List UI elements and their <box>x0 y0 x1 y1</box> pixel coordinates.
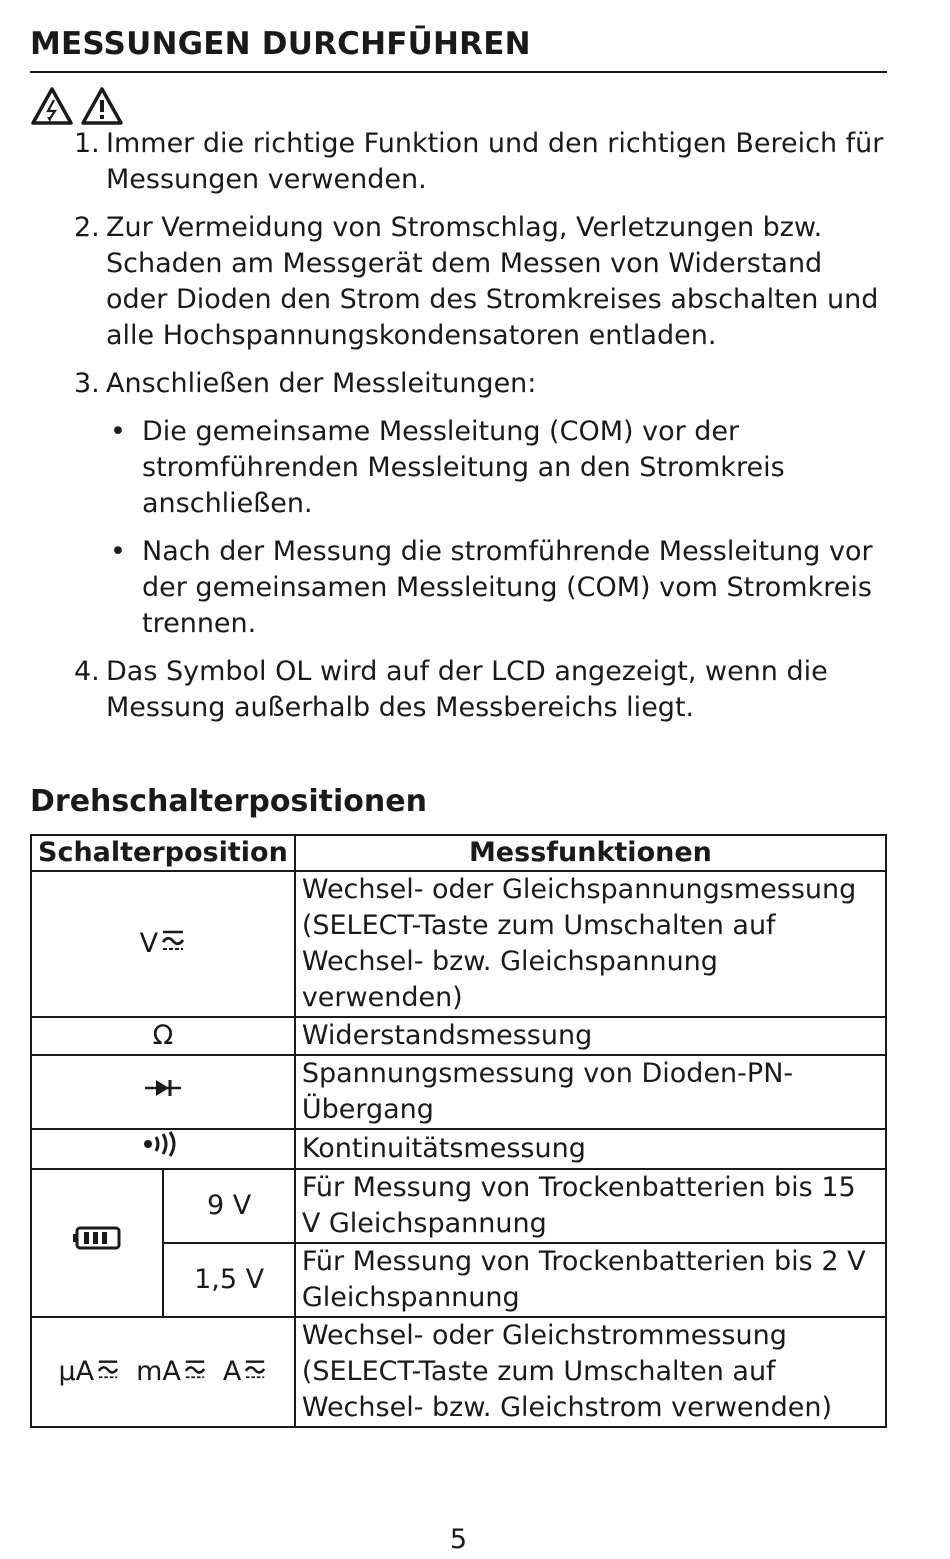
table-row <box>31 1017 886 1055</box>
ohm-symbol: Ω <box>31 1017 295 1055</box>
function-cell: Widerstandsmessung <box>295 1017 886 1055</box>
table-row <box>31 871 886 1017</box>
ac-dc-icon <box>160 926 186 962</box>
switch-symbol: V <box>31 871 295 1017</box>
table-row <box>31 1129 886 1169</box>
table-row <box>31 1317 886 1427</box>
table-row <box>31 1055 886 1129</box>
function-cell: Spannungsmessung von Dioden-PN-Übergang <box>295 1055 886 1129</box>
switch-symbol <box>31 1055 295 1129</box>
ac-dc-icon <box>183 1354 207 1390</box>
switch-symbol: μA mA A <box>31 1317 295 1427</box>
diode-icon <box>143 1076 183 1107</box>
table-row <box>31 1169 886 1243</box>
list-item: 3. Anschließen der Messleitungen: <box>74 368 537 399</box>
function-cell: Für Messung von Trockenbatterien bis 15 V Gleichspannung <box>295 1169 886 1243</box>
function-cell: Wechsel- oder Gleichstrommessung (SELECT-Taste zum Umschalten auf Wechsel- bzw. Gleichstrom verwenden) <box>295 1317 886 1427</box>
section-title: Drehschalterpositionen <box>30 784 427 819</box>
caution-icon <box>80 86 124 126</box>
table-header-row <box>31 835 886 871</box>
page-number: 5 <box>449 1524 468 1555</box>
instruction-list <box>30 126 887 738</box>
range-cell: 9 V <box>163 1169 294 1243</box>
continuity-icon <box>142 1134 184 1165</box>
column-header: Messfunktionen <box>295 835 886 871</box>
ac-dc-icon <box>96 1354 120 1390</box>
switch-symbol <box>31 1129 295 1169</box>
bullet-icon: • <box>110 416 126 447</box>
list-item: 1. Immer die richtige Funktion und den richtigen Bereich für Messungen verwenden. <box>74 128 884 195</box>
switch-symbol <box>31 1169 163 1317</box>
warning-icons <box>30 86 124 126</box>
heading-rule <box>30 71 887 73</box>
list-item: 4. Das Symbol OL wird auf der LCD angezeigt, wenn die Messung außerhalb des Messbereichs liegt. <box>74 656 828 723</box>
function-cell: Kontinuitätsmessung <box>295 1129 886 1169</box>
column-header: Schalterposition <box>31 835 295 871</box>
list-item: 2. Zur Vermeidung von Stromschlag, Verletzungen bzw. Schaden am Messgerät dem Messen von Widerstand oder Dioden den Strom des Stromkreises abschalten und alle Hochspannungskondensatoren entladen. <box>74 212 879 351</box>
bullet-item: • Nach der Messung die stromführende Messleitung vor der gemeinsamen Messleitung (COM) vom Stromkreis trennen. <box>110 536 873 639</box>
range-cell: 1,5 V <box>163 1243 294 1317</box>
switch-position-table <box>30 834 887 1428</box>
function-cell: Für Messung von Trockenbatterien bis 2 V Gleichspannung <box>295 1243 886 1317</box>
page-heading: MESSUNGEN DURCHFŪHREN <box>30 26 531 62</box>
bullet-item: • Die gemeinsame Messleitung (COM) vor der stromführenden Messleitung an den Stromkreis anschließen. <box>110 416 785 519</box>
bullet-icon: • <box>110 536 126 567</box>
battery-icon <box>72 1227 122 1258</box>
function-cell: Wechsel- oder Gleichspannungsmessung (SELECT-Taste zum Umschalten auf Wechsel- bzw. Gleichspannung verwenden) <box>295 871 886 1017</box>
electric-hazard-icon <box>30 86 74 126</box>
ac-dc-icon <box>243 1354 267 1390</box>
